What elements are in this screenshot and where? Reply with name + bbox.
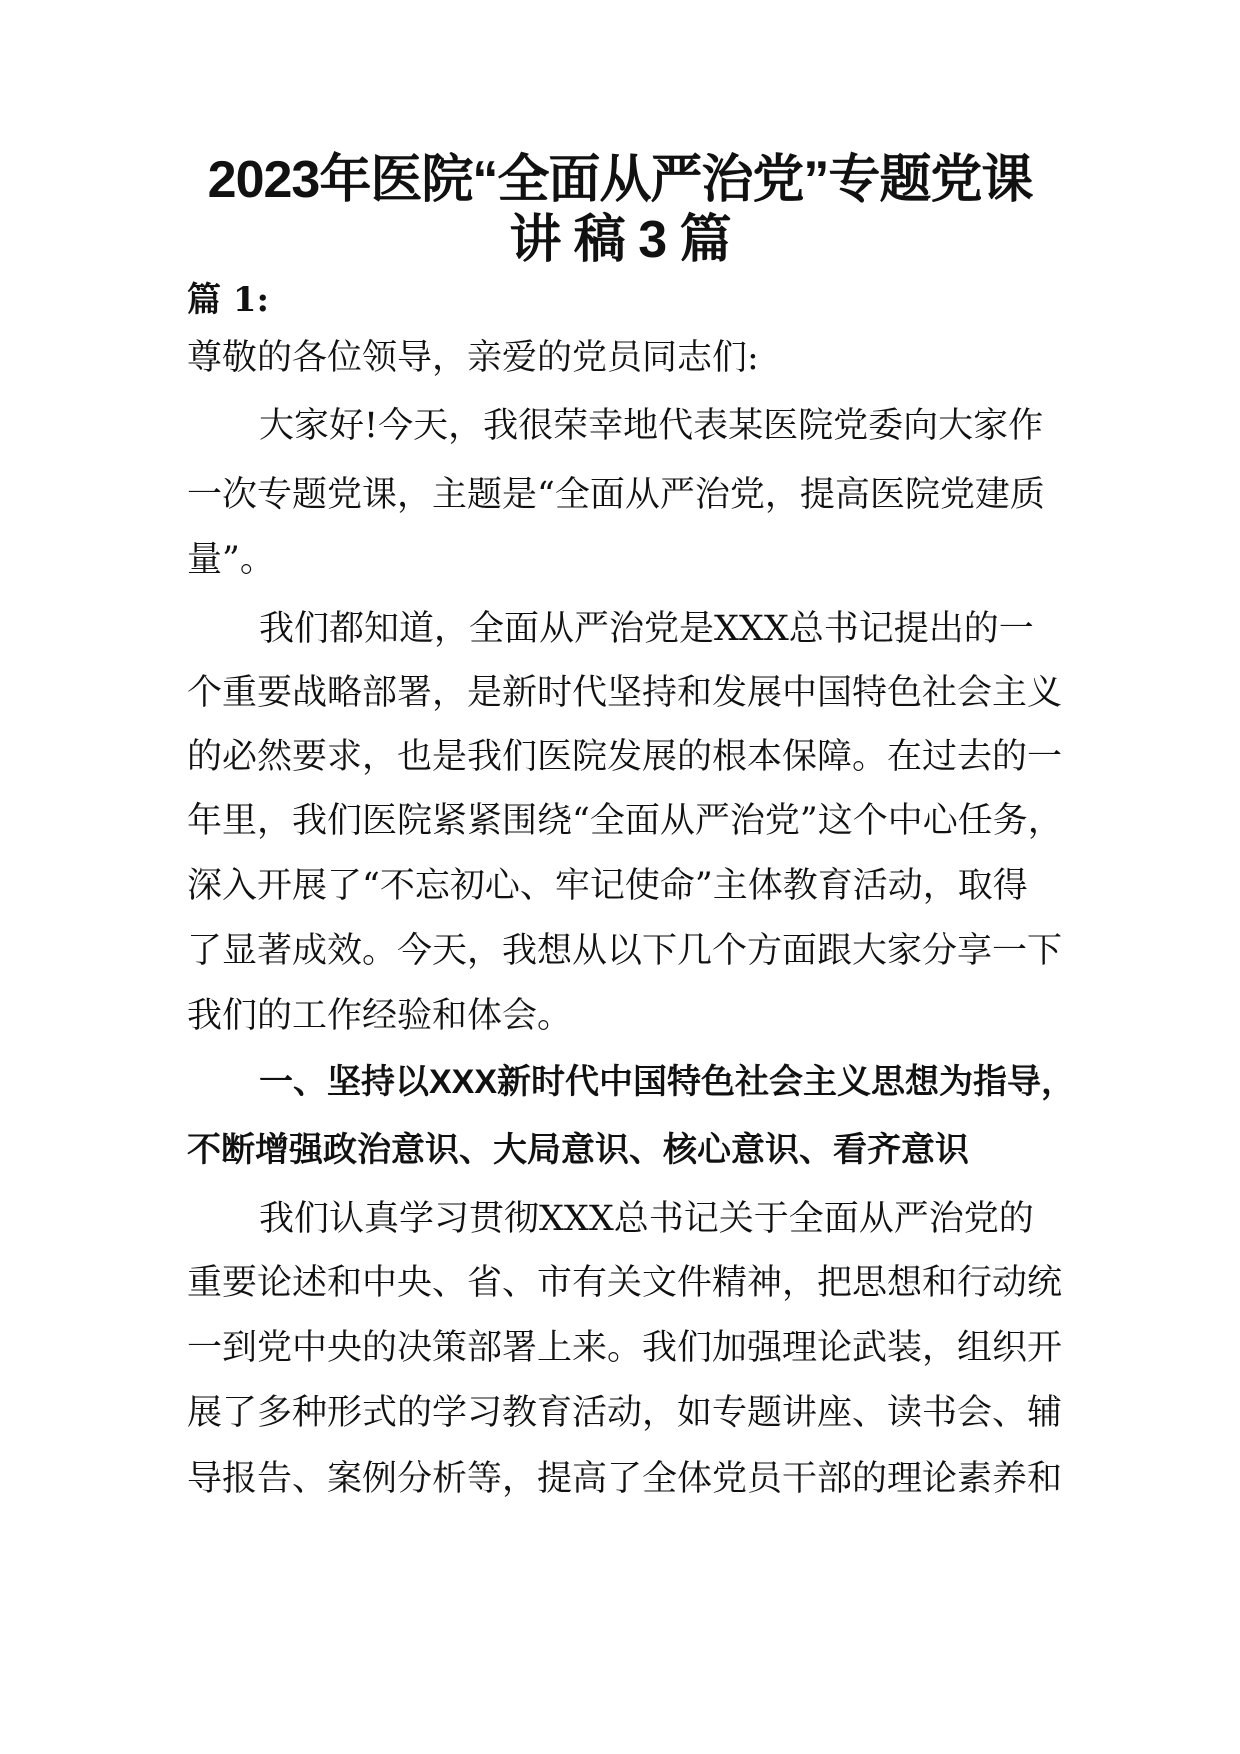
paragraph-2-line-3: 的必然要求，也是我们医院发展的根本保障。在过去的一 [187, 737, 1063, 777]
paragraph-2-line-2: 个重要战略部署，是新时代坚持和发展中国特色社会主义 [187, 673, 1063, 713]
paragraph-2-line-1: 我们都知道，全面从严治党是XXX总书记提出的一 [259, 609, 1034, 649]
section-heading-1-line-1: 一、坚持以XXX新时代中国特色社会主义思想为指导， [259, 1063, 1076, 1101]
paragraph-3-line-4: 展了多种形式的学习教育活动，如专题讲座、读书会、辅 [187, 1393, 1063, 1433]
paragraph-1-line-2: 一次专题党课，主题是“全面从严治党，提高医院党建质 [187, 475, 1045, 515]
paragraph-2-line-5: 深入开展了“不忘初心、牢记使命”主体教育活动，取得 [187, 866, 1028, 906]
paragraph-2-line-6: 了显著成效。今天，我想从以下几个方面跟大家分享一下 [187, 931, 1063, 971]
document-title-line2: 讲 稿 3 篇 [509, 211, 731, 269]
paragraph-3-line-5: 导报告、案例分析等，提高了全体党员干部的理论素养和 [187, 1459, 1063, 1499]
chapter-label: 篇 1: [187, 280, 270, 320]
paragraph-3-line-1: 我们认真学习贯彻XXX总书记关于全面从严治党的 [259, 1199, 1034, 1239]
paragraph-1-line-3: 量”。 [187, 540, 275, 580]
paragraph-1-line-1: 大家好!今天，我很荣幸地代表某医院党委向大家作 [259, 406, 1044, 446]
paragraph-3-line-3: 一到党中央的决策部署上来。我们加强理论武装，组织开 [187, 1328, 1063, 1368]
document-title-line1: 2023年医院“全面从严治党”专题党课 [207, 151, 1033, 209]
paragraph-2-line-4: 年里，我们医院紧紧围绕“全面从严治党”这个中心任务， [187, 801, 1063, 841]
section-heading-1-line-2: 不断增强政治意识、大局意识、核心意识、看齐意识 [187, 1131, 969, 1169]
paragraph-2-line-7: 我们的工作经验和体会。 [187, 996, 573, 1036]
greeting-line: 尊敬的各位领导，亲爱的党员同志们: [187, 338, 759, 378]
paragraph-3-line-2: 重要论述和中央、省、市有关文件精神，把思想和行动统 [187, 1263, 1063, 1303]
